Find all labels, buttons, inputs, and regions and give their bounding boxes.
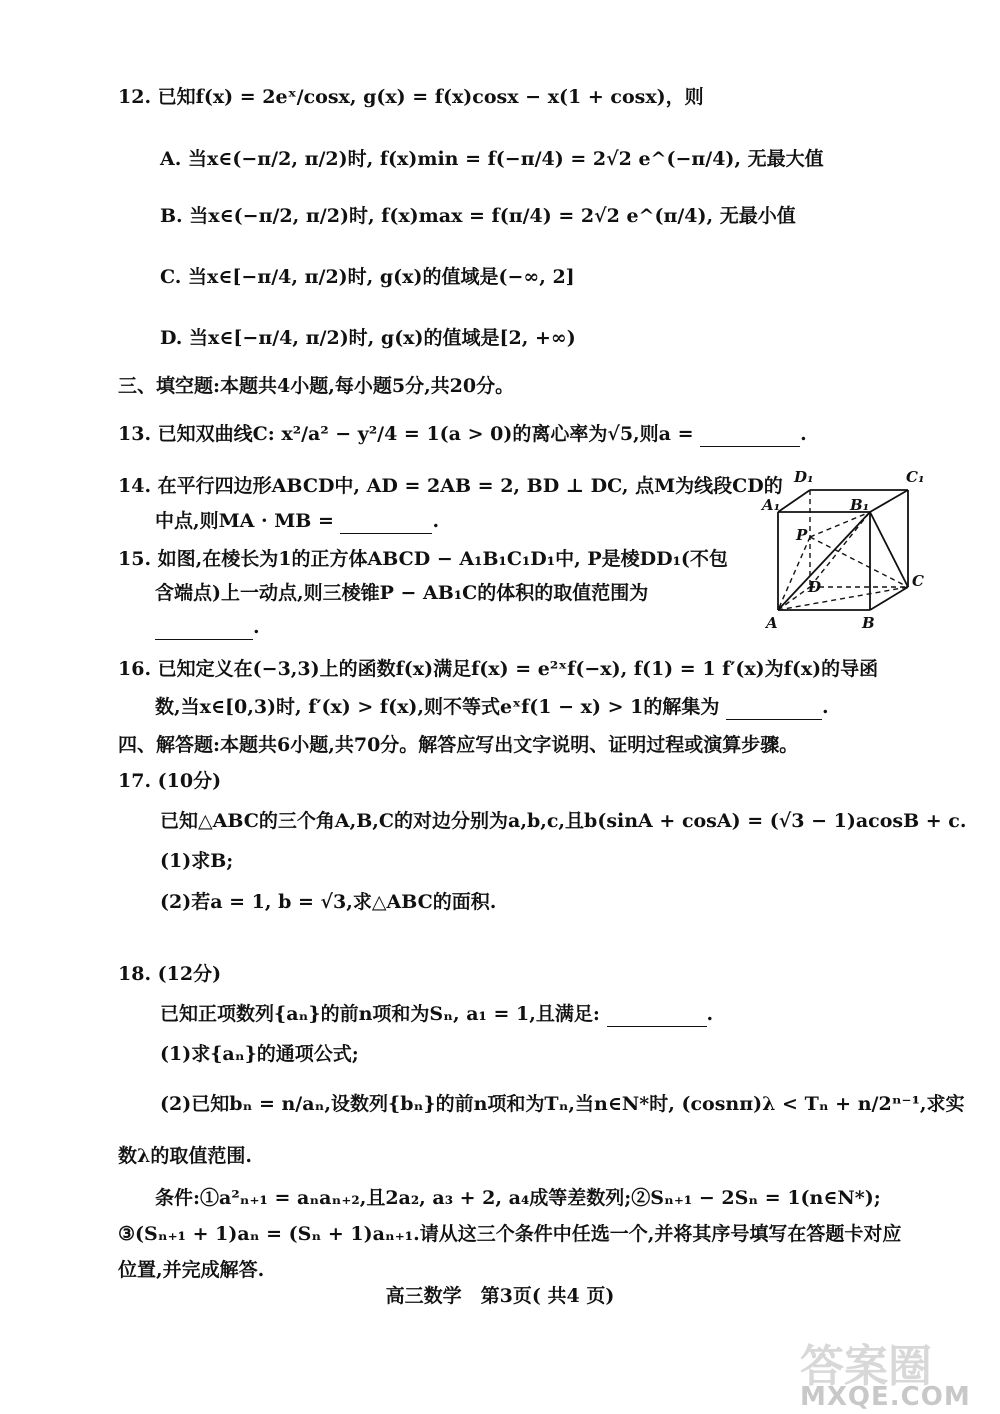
label-a: A <box>766 614 778 632</box>
watermark-mark: 答案圈 <box>800 1341 932 1392</box>
q18-part-2: (2)已知bₙ = n/aₙ,设数列{bₙ}的前n项和为Tₙ,当n∈N*时, (cosnπ)λ < Tₙ + n/2ⁿ⁻¹,求实 <box>160 1093 965 1115</box>
q12-option-b: B. 当x∈(−π/2, π/2)时, f(x)max = f(π/4) = 2√2 e^(π/4), 无最小值 <box>160 205 796 227</box>
q18-conditions-1: 条件:①a²ₙ₊₁ = aₙaₙ₊₂,且2a₂, a₃ + 2, a₄成等差数列;②Sₙ₊₁ − 2Sₙ = 1(n∈N*); <box>155 1187 881 1209</box>
q15-line-2: 含端点)上一动点,则三棱锥P − AB₁C的体积的取值范围为 <box>155 582 649 604</box>
q18-part-1: (1)求{aₙ}的通项公式; <box>160 1043 359 1065</box>
q17-stem: 已知△ABC的三个角A,B,C的对边分别为a,b,c,且b(sinA + cosA) = (√3 − 1)acosB + c. <box>160 810 967 832</box>
q16-line-1: 16. 已知定义在(−3,3)上的函数f(x)满足f(x) = e²ˣf(−x), f(1) = 1 f′(x)为f(x)的导函 <box>118 658 879 680</box>
q18-conditions-2: ③(Sₙ₊₁ + 1)aₙ = (Sₙ + 1)aₙ₊₁.请从这三个条件中任选一个,并将其序号填写在答题卡对应 <box>118 1223 902 1245</box>
label-b: B <box>862 614 875 632</box>
q18-heading: 18. (12分) <box>118 963 222 985</box>
q16-line-2: 数,当x∈[0,3)时, f′(x) > f(x),则不等式eˣf(1 − x) > 1的解集为 . <box>155 696 829 718</box>
q12-option-a: A. 当x∈(−π/2, π/2)时, f(x)min = f(−π/4) = 2√2 e^(−π/4), 无最大值 <box>160 148 824 170</box>
segment-d-b1 <box>810 512 870 587</box>
watermark <box>800 1330 990 1410</box>
label-c1: C₁ <box>906 468 925 486</box>
q16-answer-blank <box>726 699 822 720</box>
q14-line-2: 中点,则MA · MB = . <box>155 510 440 532</box>
label-a1: A₁ <box>762 496 781 514</box>
q18-part-2-cont: 数λ的取值范围. <box>118 1145 252 1167</box>
q18-conditions-3: 位置,并完成解答. <box>118 1259 265 1281</box>
q16-stem: 数,当x∈[0,3)时, f′(x) > f(x),则不等式eˣf(1 − x) > 1的解集为 <box>155 696 720 718</box>
q13-stem: 13. 已知双曲线C: x²/a² − y²/4 = 1(a > 0)的离心率为√5,则a = <box>118 423 694 445</box>
label-c: C <box>912 572 924 590</box>
q15-line-1: 15. 如图,在棱长为1的正方体ABCD − A₁B₁C₁D₁中, P是棱DD₁(不包 <box>118 548 728 570</box>
q17-heading: 17. (10分) <box>118 770 222 792</box>
q12-stem: 12. 已知f(x) = 2eˣ/cosx, g(x) = f(x)cosx − x(1 + cosx)，则 <box>118 86 704 108</box>
label-p: P <box>796 526 808 544</box>
q12-option-d: D. 当x∈[−π/4, π/2)时, g(x)的值域是[2, +∞) <box>160 327 576 349</box>
label-d1: D₁ <box>794 468 814 486</box>
q15-line-3: . <box>155 614 260 640</box>
q18-stem-line: 已知正项数列{aₙ}的前n项和为Sₙ, a₁ = 1,且满足: . <box>160 1003 714 1025</box>
q15-answer-blank <box>155 619 253 640</box>
q14-stem: 中点,则MA · MB = <box>155 510 334 532</box>
segment-a-b1 <box>778 512 870 610</box>
edge-b1-c1 <box>870 490 908 512</box>
cube-figure <box>760 462 930 632</box>
section-3-heading: 三、填空题:本题共4小题,每小题5分,共20分。 <box>118 375 515 397</box>
segment-b1-c <box>870 512 908 587</box>
q17-part-1: (1)求B; <box>160 850 234 872</box>
label-b1: B₁ <box>850 496 870 514</box>
segment-p-b1 <box>810 512 870 537</box>
q17-part-2: (2)若a = 1, b = √3,求△ABC的面积. <box>160 891 497 913</box>
section-4-heading: 四、解答题:本题共6小题,共70分。解答应写出文字说明、证明过程或演算步骤。 <box>118 734 799 756</box>
edge-a1-d1 <box>778 490 810 512</box>
label-d: D <box>808 578 822 596</box>
watermark-site: MXQE.COM <box>800 1382 971 1412</box>
q14-answer-blank <box>340 513 432 534</box>
q13-answer-blank <box>700 426 800 447</box>
page-footer: 高三数学 第3页( 共4 页) <box>385 1285 615 1307</box>
q13-text: 13. 已知双曲线C: x²/a² − y²/4 = 1(a > 0)的离心率为√5,则a = . <box>118 423 807 445</box>
q14-line-1: 14. 在平行四边形ABCD中, AD = 2AB = 2, BD ⊥ DC, 点M为线段CD的 <box>118 475 783 497</box>
segment-p-c <box>810 537 908 587</box>
q18-condition-blank <box>607 1006 707 1027</box>
q12-option-c: C. 当x∈[−π/4, π/2)时, g(x)的值域是(−∞, 2] <box>160 266 575 288</box>
q18-stem: 已知正项数列{aₙ}的前n项和为Sₙ, a₁ = 1,且满足: <box>160 1003 600 1025</box>
